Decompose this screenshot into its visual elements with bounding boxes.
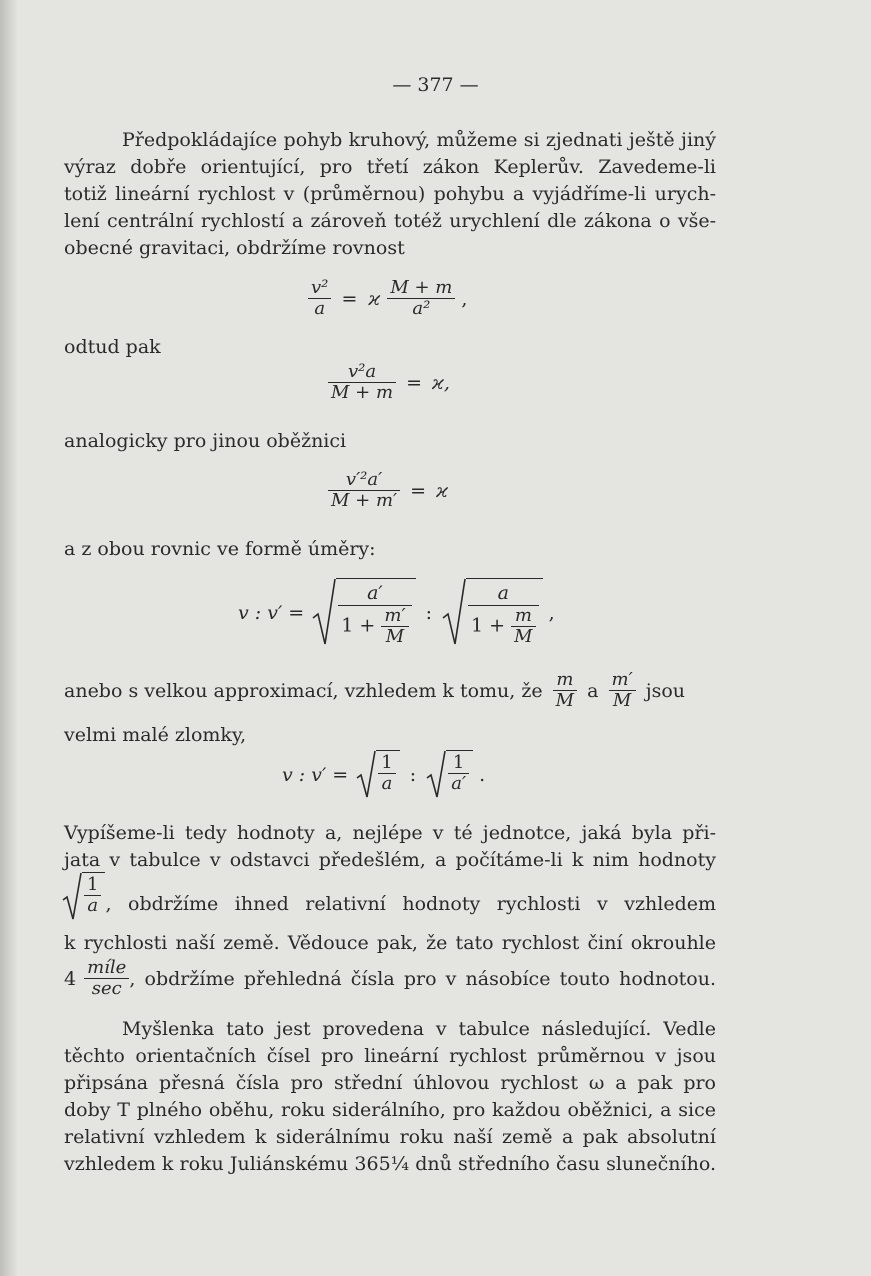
text-line: jata v tabulce v odstavci předešlém, a počítáme-li k nim hodnoty bbox=[64, 849, 716, 871]
fraction-m-M: $\frac{m}{M}$ bbox=[553, 670, 577, 711]
fraction-v2a-mass: $\frac{\text{v²a}}{M + m}$ bbox=[328, 362, 396, 403]
text-line: vzhledem k roku Juliánskému 365¼ dnů středního času slunečního. bbox=[64, 1153, 716, 1175]
fraction-mile-sec: $\frac{\text{míle}}{\sec}$ bbox=[84, 958, 129, 999]
text-line: Vypíšeme-li tedy hodnoty a, nejlépe v té jednotce, jaká byla při- bbox=[64, 822, 716, 844]
square-root-1: a′ 1 + $\frac{m'}{M}$ bbox=[312, 578, 415, 648]
text-line: Předpokládajíce pohyb kruhový, můžeme si zjednati ještě jiný bbox=[122, 129, 716, 151]
text-line: relativní vzhledem k siderálnímu roku naší země a pak absolutní bbox=[64, 1126, 716, 1148]
paragraph-values-cont bbox=[64, 930, 716, 957]
fraction-v2-a: $\frac{\text{v²}}{a}$ bbox=[308, 278, 331, 319]
radical-sign-icon bbox=[442, 578, 466, 648]
text-approximation: anebo s velkou approximací, vzhledem k tomu, že $\frac{m}{M}$ a $\frac{m'}{M}$ jsou bbox=[64, 669, 686, 711]
text-line: připsána přesná čísla pro střední úhlovou rychlost ω a pak pro bbox=[64, 1072, 716, 1094]
text-line: velmi malé zlomky, bbox=[64, 724, 247, 746]
fraction-v2a-mass-prime: $\frac{\text{v′²a′}}{M + m'}$ bbox=[328, 470, 400, 511]
text-line-with-fraction: 4 $\frac{\text{míle}}{\sec}$ , obdržíme přehledná čísla pro v násobíce touto hodnotou. bbox=[64, 957, 716, 999]
text-line: doby T plného oběhu, roku siderálního, pro každou oběžnici, a sice bbox=[64, 1099, 716, 1121]
equation-3: $\frac{\text{v′²a′}}{M + m'}$ = ϰ bbox=[328, 470, 448, 511]
radical-sign-icon bbox=[312, 578, 336, 648]
text-line: totiž lineární rychlost v (průměrnou) pohybu a vyjádříme-li urych- bbox=[64, 183, 716, 205]
text-odtud-pak: odtud pak bbox=[64, 336, 161, 358]
equation-2: $\frac{\text{v²a}}{M + m}$ = ϰ, bbox=[328, 362, 450, 403]
radical-sign-icon bbox=[356, 750, 376, 800]
paragraph-table-intro bbox=[64, 1016, 716, 1178]
page-edge-shadow bbox=[0, 0, 18, 1276]
text-analogicky: analogicky pro jinou oběžnici bbox=[64, 430, 347, 452]
text-line: lení centrální rychlostí a zároveň totéž urychlení dle zákona o vše- bbox=[64, 210, 716, 232]
text-line-with-root: $\frac{1}{a}$ , obdržíme ihned relativní hodnoty rychlosti v vzhledem bbox=[62, 872, 716, 922]
fraction-mass-a2: $\frac{M + m}{\text{a²}}$ bbox=[387, 278, 455, 319]
square-root-1-aprime: $\frac{1}{a'}$ bbox=[426, 750, 473, 800]
text-line: obecné gravitaci, obdržíme rovnost bbox=[64, 237, 405, 259]
text-uma: a z obou rovnic ve formě úměry: bbox=[64, 538, 376, 560]
radical-sign-icon bbox=[426, 750, 446, 800]
radical-sign-icon bbox=[62, 872, 82, 922]
fraction-mprime-M: $\frac{m'}{M}$ bbox=[609, 670, 636, 711]
equation-5: v : v′ = $\frac{1}{a}$ : $\frac{1}{a'}$ . bbox=[282, 750, 485, 800]
text-line: výraz dobře orientující, pro třetí zákon Keplerův. Zavedeme-li bbox=[64, 156, 716, 178]
paragraph-values bbox=[64, 820, 716, 874]
paragraph-intro bbox=[64, 127, 716, 262]
page-number: — 377 — bbox=[392, 74, 479, 96]
text-line: Myšlenka tato jest provedena v tabulce následující. Vedle bbox=[122, 1018, 716, 1040]
equation-4: v : v′ = a′ 1 + $\frac{m'}{M}$ : a 1 + $\frac{m}{M}$ , bbox=[238, 578, 555, 648]
square-root-1-a: $\frac{1}{a}$ bbox=[62, 872, 105, 922]
square-root-1-a: $\frac{1}{a}$ bbox=[356, 750, 399, 800]
equation-1: $\frac{\text{v²}}{a}$ = ϰ $\frac{M + m}{\text{a²}}$ , bbox=[308, 278, 467, 319]
text-line: těchto orientačních čísel pro lineární rychlost průměrnou v jsou bbox=[64, 1045, 716, 1067]
text-line: k rychlosti naší země. Vědouce pak, že tato rychlost činí okrouhle bbox=[64, 932, 716, 954]
square-root-2: a 1 + $\frac{m}{M}$ bbox=[442, 578, 543, 648]
